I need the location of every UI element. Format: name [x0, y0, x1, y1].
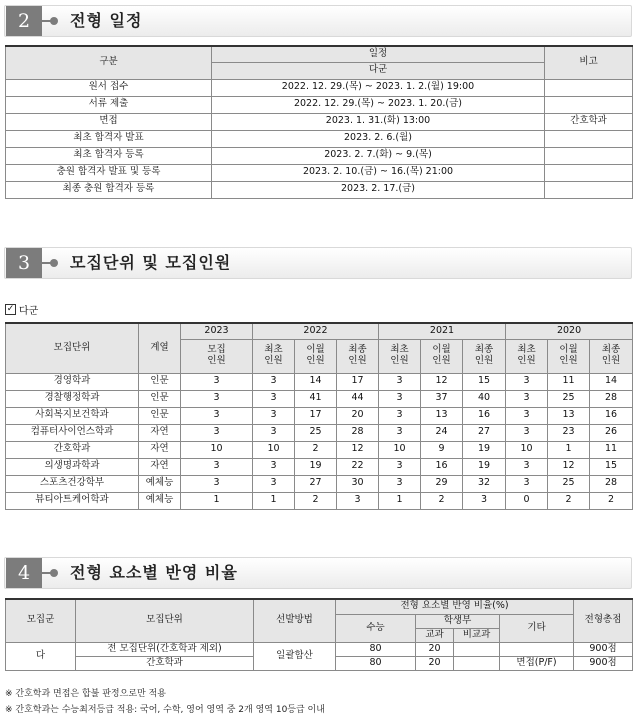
count-cell: 1 [181, 492, 253, 509]
header-2023: 2023 [181, 323, 253, 339]
field-cell: 인문 [139, 407, 181, 424]
unit-cell: 간호학과 [6, 441, 139, 458]
note-line: ※ 간호학과는 수능최저등급 적용: 국어, 수학, 영어 영역 중 2개 영역 10등급 이내 [5, 705, 325, 715]
schedule-note-cell: 간호학과 [545, 113, 633, 130]
schedule-row [6, 147, 633, 164]
subheader-final: 최종 인원 [590, 339, 633, 373]
count-cell: 44 [337, 390, 379, 407]
section-header-recruit [4, 247, 632, 279]
count-cell: 3 [181, 458, 253, 475]
count-cell: 3 [253, 458, 295, 475]
schedule-row [6, 130, 633, 147]
schedule-note-cell [545, 79, 633, 96]
schedule-row [6, 96, 633, 113]
field-cell: 예체능 [139, 492, 181, 509]
count-cell: 3 [379, 424, 421, 441]
schedule-date-cell: 2023. 2. 10.(금) ~ 16.(목) 21:00 [212, 164, 545, 181]
section-number: 3 [6, 248, 42, 278]
connector-dot [50, 17, 58, 25]
count-cell: 23 [548, 424, 590, 441]
recruit-row [6, 407, 633, 424]
count-cell: 11 [590, 441, 633, 458]
header-other: 기타 [500, 614, 574, 642]
count-cell: 14 [295, 373, 337, 390]
schedule-item-cell: 최종 충원 합격자 등록 [6, 181, 212, 198]
count-cell: 3 [253, 390, 295, 407]
header-group: 모집군 [6, 599, 76, 642]
count-cell: 12 [337, 441, 379, 458]
schedule-note-cell [545, 130, 633, 147]
total-cell: 900점 [574, 642, 633, 656]
subheader-initial: 최초 인원 [379, 339, 421, 373]
count-cell: 12 [421, 373, 463, 390]
count-cell: 32 [463, 475, 506, 492]
count-cell: 28 [337, 424, 379, 441]
recruit-row [6, 492, 633, 509]
count-cell: 28 [590, 390, 633, 407]
field-cell: 예체능 [139, 475, 181, 492]
subject-cell: 20 [416, 656, 454, 670]
count-cell: 25 [548, 390, 590, 407]
count-cell: 3 [506, 475, 548, 492]
count-cell: 29 [421, 475, 463, 492]
header-unit: 모집단위 [6, 323, 139, 373]
header-note: 비고 [545, 46, 633, 79]
subheader-carry: 이월 인원 [295, 339, 337, 373]
subheader-initial: 최초 인원 [253, 339, 295, 373]
count-cell: 3 [181, 475, 253, 492]
schedule-date-cell: 2023. 2. 17.(금) [212, 181, 545, 198]
unit-cell: 뷰티아트케어학과 [6, 492, 139, 509]
count-cell: 16 [421, 458, 463, 475]
count-cell: 28 [590, 475, 633, 492]
header-2020: 2020 [506, 323, 633, 339]
count-cell: 3 [379, 390, 421, 407]
schedule-date-cell: 2022. 12. 29.(목) ~ 2023. 1. 20.(금) [212, 96, 545, 113]
other-cell: 면접(P/F) [500, 656, 574, 670]
count-cell: 16 [463, 407, 506, 424]
schedule-item-cell: 최초 합격자 발표 [6, 130, 212, 147]
schedule-item-cell: 원서 접수 [6, 79, 212, 96]
subheader-recruit-count: 모집 인원 [181, 339, 253, 373]
count-cell: 40 [463, 390, 506, 407]
count-cell: 26 [590, 424, 633, 441]
suneung-cell: 80 [336, 656, 416, 670]
count-cell: 16 [590, 407, 633, 424]
count-cell: 41 [295, 390, 337, 407]
count-cell: 1 [548, 441, 590, 458]
count-cell: 17 [295, 407, 337, 424]
schedule-row [6, 79, 633, 96]
section-title: 전형 요소별 반영 비율 [70, 563, 238, 582]
count-cell: 3 [506, 373, 548, 390]
recruit-row [6, 424, 633, 441]
count-cell: 25 [295, 424, 337, 441]
schedule-table [5, 45, 633, 199]
unit-cell: 경영학과 [6, 373, 139, 390]
count-cell: 22 [337, 458, 379, 475]
count-cell: 10 [506, 441, 548, 458]
subheader-final: 최종 인원 [463, 339, 506, 373]
section-number: 2 [6, 6, 42, 36]
count-cell: 30 [337, 475, 379, 492]
field-cell: 인문 [139, 390, 181, 407]
schedule-date-cell: 2023. 2. 7.(화) ~ 9.(목) [212, 147, 545, 164]
subheader-carry: 이월 인원 [421, 339, 463, 373]
section-header-ratio [4, 557, 632, 589]
count-cell: 24 [421, 424, 463, 441]
unit-cell: 간호학과 [76, 656, 254, 670]
header-2021: 2021 [379, 323, 506, 339]
count-cell: 2 [548, 492, 590, 509]
total-cell: 900점 [574, 656, 633, 670]
subheader-carry: 이월 인원 [548, 339, 590, 373]
recruit-row [6, 475, 633, 492]
count-cell: 17 [337, 373, 379, 390]
schedule-date-cell: 2022. 12. 29.(목) ~ 2023. 1. 2.(월) 19:00 [212, 79, 545, 96]
count-cell: 3 [379, 373, 421, 390]
unit-cell: 사회복지보건학과 [6, 407, 139, 424]
ratio-table [5, 598, 633, 671]
unit-cell: 컴퓨터사이언스학과 [6, 424, 139, 441]
section-number: 4 [6, 558, 42, 588]
count-cell: 2 [590, 492, 633, 509]
check-icon: ✓ [6, 304, 15, 314]
schedule-note-cell [545, 181, 633, 198]
unit-cell: 경찰행정학과 [6, 390, 139, 407]
header-suneung: 수능 [336, 614, 416, 642]
schedule-note-cell [545, 147, 633, 164]
count-cell: 3 [463, 492, 506, 509]
count-cell: 3 [253, 407, 295, 424]
count-cell: 27 [295, 475, 337, 492]
connector-dot [50, 259, 58, 267]
recruit-row [6, 390, 633, 407]
header-method: 선발방법 [254, 599, 336, 642]
subheader-final: 최종 인원 [337, 339, 379, 373]
count-cell: 25 [548, 475, 590, 492]
non-subject-cell [454, 642, 500, 656]
count-cell: 3 [506, 458, 548, 475]
count-cell: 11 [548, 373, 590, 390]
recruit-row [6, 373, 633, 390]
unit-cell: 전 모집단위(간호학과 제외) [76, 642, 254, 656]
checkbox-label: 다군 [19, 306, 39, 317]
count-cell: 13 [548, 407, 590, 424]
schedule-note-cell [545, 164, 633, 181]
count-cell: 1 [379, 492, 421, 509]
count-cell: 0 [506, 492, 548, 509]
count-cell: 3 [253, 424, 295, 441]
field-cell: 자연 [139, 441, 181, 458]
count-cell: 3 [181, 390, 253, 407]
count-cell: 3 [506, 390, 548, 407]
connector-dot [50, 569, 58, 577]
schedule-row [6, 181, 633, 198]
count-cell: 19 [463, 458, 506, 475]
schedule-item-cell: 면접 [6, 113, 212, 130]
header-category: 구분 [6, 46, 212, 79]
header-ratio: 전형 요소별 반영 비율(%) [336, 599, 574, 614]
schedule-item-cell: 서류 제출 [6, 96, 212, 113]
count-cell: 2 [421, 492, 463, 509]
count-cell: 9 [421, 441, 463, 458]
header-record: 학생부 [416, 614, 500, 628]
header-unit: 모집단위 [76, 599, 254, 642]
count-cell: 20 [337, 407, 379, 424]
count-cell: 3 [181, 407, 253, 424]
header-field: 계열 [139, 323, 181, 373]
count-cell: 3 [337, 492, 379, 509]
dagun-checkbox [5, 302, 38, 317]
section-title: 전형 일정 [70, 11, 143, 30]
count-cell: 15 [590, 458, 633, 475]
count-cell: 12 [548, 458, 590, 475]
count-cell: 3 [379, 407, 421, 424]
count-cell: 10 [253, 441, 295, 458]
field-cell: 자연 [139, 424, 181, 441]
count-cell: 15 [463, 373, 506, 390]
count-cell: 3 [253, 373, 295, 390]
count-cell: 3 [506, 424, 548, 441]
count-cell: 10 [379, 441, 421, 458]
header-dagun: 다군 [212, 62, 545, 79]
count-cell: 3 [181, 373, 253, 390]
method-cell: 일괄합산 [254, 642, 336, 670]
schedule-date-cell: 2023. 2. 6.(월) [212, 130, 545, 147]
count-cell: 13 [421, 407, 463, 424]
group-cell: 다 [6, 642, 76, 670]
count-cell: 3 [379, 475, 421, 492]
subject-cell: 20 [416, 642, 454, 656]
header-2022: 2022 [253, 323, 379, 339]
count-cell: 14 [590, 373, 633, 390]
count-cell: 1 [253, 492, 295, 509]
header-subject: 교과 [416, 628, 454, 642]
recruit-row [6, 441, 633, 458]
count-cell: 3 [253, 475, 295, 492]
section-header-schedule [4, 5, 632, 37]
other-cell [500, 642, 574, 656]
count-cell: 3 [181, 424, 253, 441]
unit-cell: 의생명과학과 [6, 458, 139, 475]
count-cell: 37 [421, 390, 463, 407]
schedule-date-cell: 2023. 1. 31.(화) 13:00 [212, 113, 545, 130]
count-cell: 10 [181, 441, 253, 458]
count-cell: 2 [295, 492, 337, 509]
header-total: 전형총점 [574, 599, 633, 642]
recruit-row [6, 458, 633, 475]
count-cell: 27 [463, 424, 506, 441]
note-line: ※ 간호학과 면접은 합불 판정으로만 적용 [5, 689, 166, 699]
schedule-item-cell: 최초 합격자 등록 [6, 147, 212, 164]
section-title: 모집단위 및 모집인원 [70, 253, 232, 272]
suneung-cell: 80 [336, 642, 416, 656]
subheader-initial: 최초 인원 [506, 339, 548, 373]
non-subject-cell [454, 656, 500, 670]
header-non-subject: 비교과 [454, 628, 500, 642]
count-cell: 19 [463, 441, 506, 458]
count-cell: 3 [379, 458, 421, 475]
count-cell: 2 [295, 441, 337, 458]
unit-cell: 스포츠건강학부 [6, 475, 139, 492]
count-cell: 3 [506, 407, 548, 424]
schedule-item-cell: 충원 합격자 발표 및 등록 [6, 164, 212, 181]
field-cell: 인문 [139, 373, 181, 390]
schedule-row [6, 113, 633, 130]
field-cell: 자연 [139, 458, 181, 475]
schedule-note-cell [545, 96, 633, 113]
header-schedule: 일정 [212, 46, 545, 62]
recruit-table [5, 322, 633, 510]
count-cell: 19 [295, 458, 337, 475]
schedule-row [6, 164, 633, 181]
